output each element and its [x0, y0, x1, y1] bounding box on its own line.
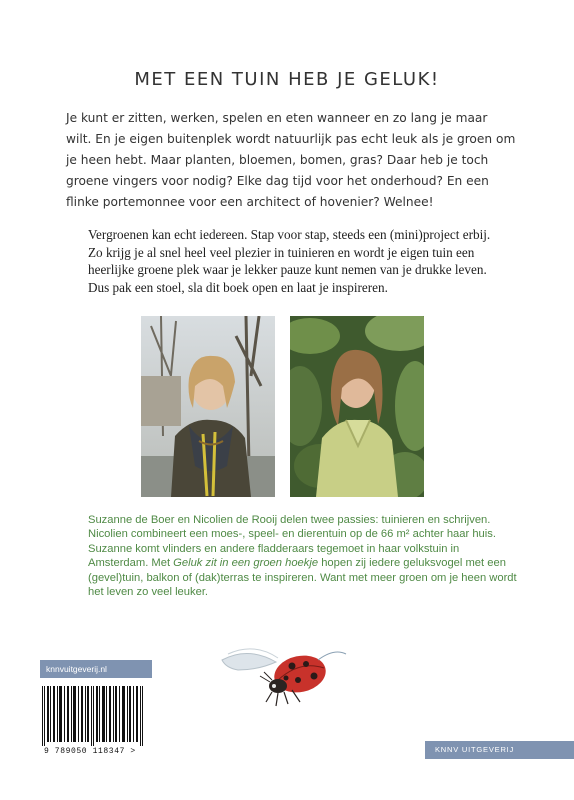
- intro-paragraph: Je kunt er zitten, werken, spelen en eten wanneer en zo lang je maar wilt. En je eigen buitenplek wordt natuurlijk pas echt leuk als je groen om je heen hebt. Maar planten, bloemen, bomen, gras? Daar heb je toch groene vingers voor nodig? Elke dag tijd voor het onderhoud? En een flinke portemonnee voor een architect of hovenier? Welnee!: [66, 111, 516, 209]
- isbn-digits: 9 789050 118347 >: [44, 747, 136, 756]
- bio-text-part-1: Suzanne de Boer en Nicolien de Rooij delen twee passies: tuinieren en schrijven. Nicolien combineert een moes-, speel- en dierentuin op de 66 m² achter haar huis. Suzanne komt vlinders en andere fladderaars tegemoet in haar volkstuin in Amsterdam. Met: [88, 514, 496, 570]
- author-bio: [88, 513, 518, 599]
- book-title: Geluk zit in een groen hoekje: [173, 557, 319, 570]
- publisher-badge: KNNV UITGEVERIJ: [425, 741, 574, 759]
- website-badge: knnvuitgeverij.nl: [40, 660, 152, 678]
- ladybug-icon: [218, 640, 348, 715]
- cover-title: MET EEN TUIN HEB JE GELUK!: [134, 69, 440, 90]
- author-photo-nicolien: [290, 316, 424, 497]
- author-photo-suzanne: [141, 316, 275, 497]
- bio-text-part-2: hopen zij iedere geluksvogel met een (gevel)tuin, balkon of (dak)terras te inspireren. Want met meer groen om je heen wordt het leven zo veel leuker.: [88, 557, 517, 599]
- intro-paragraph-2: Vergroenen kan echt iedereen. Stap voor stap, steeds een (mini)project erbij. Zo krijg je al snel heel veel plezier in tuinieren en wordt je eigen tuin een heerlijke groene plek waar je lekker pauze kunt nemen van je drukke leven. Dus pak een stoel, sla dit boek open en laat je inspireren.: [88, 227, 491, 295]
